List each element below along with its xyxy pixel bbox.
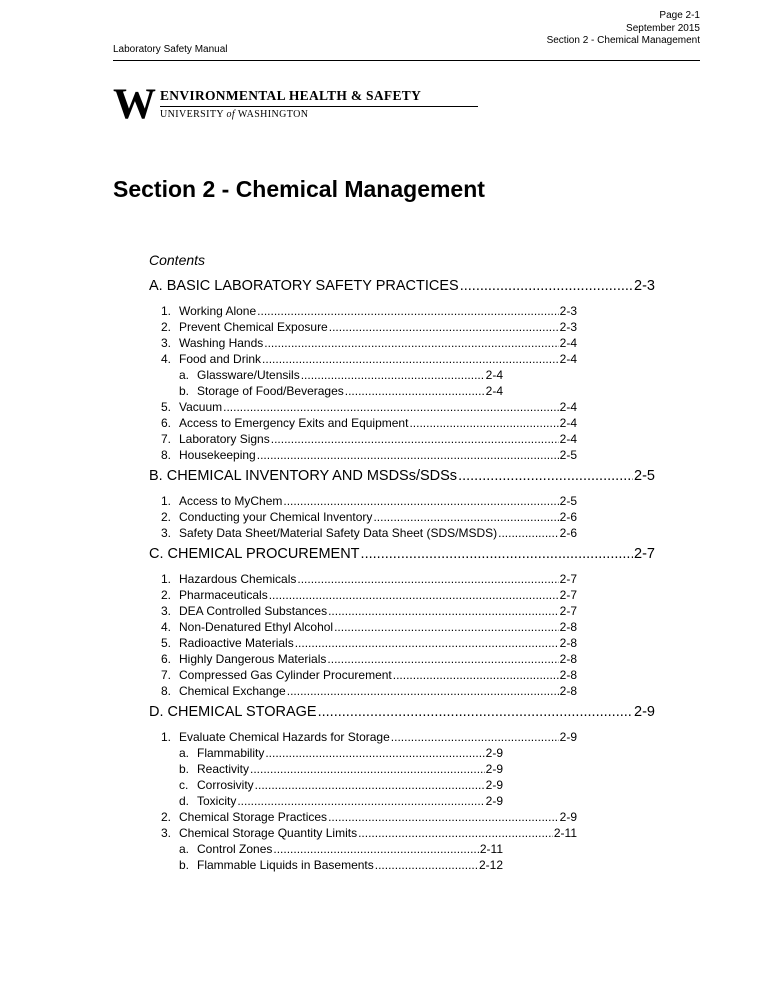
- toc-entry-label: Glassware/Utensils: [197, 368, 300, 382]
- toc-leader-dots: [460, 278, 633, 294]
- toc-leader-dots: [393, 668, 559, 682]
- toc-entry-label: Chemical Exchange: [179, 684, 286, 698]
- toc-leader-dots: [301, 368, 485, 382]
- toc-entry-label: Reactivity: [197, 762, 250, 776]
- toc-entry[interactable]: [149, 794, 503, 810]
- toc-entry-number: b.: [179, 762, 190, 776]
- toc-leader-dots: [334, 620, 559, 634]
- toc-entry-label: Access to MyChem: [179, 494, 283, 508]
- toc-entry[interactable]: [149, 762, 503, 778]
- logo-department: ENVIRONMENTAL HEALTH & SAFETY: [160, 88, 422, 103]
- toc-section-page: 2-3: [634, 278, 655, 294]
- toc-leader-dots: [257, 448, 559, 462]
- toc-entry[interactable]: [149, 320, 577, 336]
- toc-entry-label: Food and Drink: [179, 352, 262, 366]
- toc-entry-list: [149, 730, 655, 874]
- toc-entry[interactable]: [149, 746, 503, 762]
- header-rule: [113, 60, 700, 61]
- toc-entry[interactable]: [149, 620, 577, 636]
- toc-entry-page: 2-7: [559, 572, 577, 586]
- header-manual-title: Laboratory Safety Manual: [113, 44, 228, 55]
- toc-entry-page: 2-4: [485, 384, 503, 398]
- toc-entry[interactable]: [149, 352, 577, 368]
- toc-entry[interactable]: [149, 384, 503, 400]
- toc-leader-dots: [283, 494, 558, 508]
- toc-entry-label: Highly Dangerous Materials: [179, 652, 327, 666]
- toc-leader-dots: [271, 432, 559, 446]
- toc-entry[interactable]: [149, 636, 577, 652]
- toc-entry-page: 2-7: [559, 604, 577, 618]
- toc-leader-dots: [498, 526, 559, 540]
- toc-entry-page: 2-3: [559, 304, 577, 318]
- toc-entry[interactable]: [149, 432, 577, 448]
- toc-leader-dots: [264, 336, 558, 350]
- toc-entry[interactable]: [149, 730, 577, 746]
- toc-entry[interactable]: [149, 494, 577, 510]
- toc-entry-number: 8.: [161, 448, 172, 462]
- toc-entry-label: Pharmaceuticals: [179, 588, 268, 602]
- toc-entry-page: 2-4: [559, 352, 577, 366]
- toc-entry-number: 6.: [161, 652, 172, 666]
- toc-entry-number: 8.: [161, 684, 172, 698]
- toc-entry-list: [149, 494, 655, 542]
- toc-entry-number: 7.: [161, 432, 172, 446]
- logo-university-b: WASHINGTON: [237, 109, 309, 120]
- toc-entry-number: 5.: [161, 636, 172, 650]
- toc-entry-number: 2.: [161, 510, 172, 524]
- toc-entry-number: 4.: [161, 620, 172, 634]
- toc-leader-dots: [262, 352, 559, 366]
- toc-leader-dots: [273, 842, 478, 856]
- toc-leader-dots: [328, 810, 559, 824]
- toc-section-label: B. CHEMICAL INVENTORY AND MSDSs/SDSs: [149, 468, 458, 484]
- toc-entry[interactable]: [149, 842, 503, 858]
- toc-entry-number: 2.: [161, 810, 172, 824]
- toc-entry-page: 2-12: [478, 858, 503, 872]
- header-page-number: Page 2-1: [659, 10, 700, 21]
- toc-section[interactable]: [149, 704, 655, 726]
- toc-entry-label: Chemical Storage Practices: [179, 810, 328, 824]
- toc-entry-label: Hazardous Chemicals: [179, 572, 297, 586]
- toc-leader-dots: [297, 572, 558, 586]
- toc-entry-page: 2-5: [559, 448, 577, 462]
- toc-entry-label: Compressed Gas Cylinder Procurement: [179, 668, 392, 682]
- toc-entry-label: Vacuum: [179, 400, 223, 414]
- toc-entry[interactable]: [149, 604, 577, 620]
- logo-divider: [160, 106, 478, 107]
- toc-leader-dots: [375, 858, 478, 872]
- header-date: September 2015: [626, 22, 700, 34]
- logo-university-of: of: [226, 109, 236, 120]
- toc-entry-page: 2-8: [559, 636, 577, 650]
- toc-entry[interactable]: [149, 304, 577, 320]
- toc-entry[interactable]: [149, 810, 577, 826]
- toc-entry-label: Control Zones: [197, 842, 273, 856]
- page-title: Section 2 - Chemical Management: [113, 176, 485, 202]
- toc-entry-label: Laboratory Signs: [179, 432, 270, 446]
- toc-entry-label: DEA Controlled Substances: [179, 604, 328, 618]
- toc-section-label: C. CHEMICAL PROCUREMENT: [149, 546, 360, 562]
- toc-entry-label: Washing Hands: [179, 336, 264, 350]
- toc-entry-number: a.: [179, 842, 190, 856]
- toc-section[interactable]: [149, 278, 655, 300]
- toc-leader-dots: [458, 468, 633, 484]
- logo-university-a: UNIVERSITY: [160, 109, 224, 120]
- toc-entry-number: 3.: [161, 526, 172, 540]
- toc-section[interactable]: [149, 546, 655, 568]
- toc-leader-dots: [409, 416, 558, 430]
- toc-entry-page: 2-9: [485, 746, 503, 760]
- table-of-contents: [149, 274, 655, 878]
- logo-university: [160, 109, 308, 120]
- toc-entry-page: 2-4: [559, 416, 577, 430]
- toc-entry-label: Storage of Food/Beverages: [197, 384, 344, 398]
- toc-leader-dots: [269, 588, 559, 602]
- toc-entry[interactable]: [149, 668, 577, 684]
- toc-entry-label: Non-Denatured Ethyl Alcohol: [179, 620, 334, 634]
- toc-entry-number: d.: [179, 794, 190, 808]
- toc-entry-number: a.: [179, 368, 190, 382]
- toc-leader-dots: [391, 730, 559, 744]
- header-page-info: [547, 10, 700, 48]
- toc-entry-label: Safety Data Sheet/Material Safety Data Sheet (SDS/MSDS): [179, 526, 498, 540]
- toc-entry[interactable]: [149, 368, 503, 384]
- toc-entry-label: Corrosivity: [197, 778, 254, 792]
- toc-entry-page: 2-6: [559, 526, 577, 540]
- toc-entry-number: 3.: [161, 604, 172, 618]
- toc-entry-page: 2-3: [559, 320, 577, 334]
- toc-entry-page: 2-8: [559, 668, 577, 682]
- toc-entry-label: Conducting your Chemical Inventory: [179, 510, 373, 524]
- toc-entry-label: Access to Emergency Exits and Equipment: [179, 416, 409, 430]
- toc-entry-number: b.: [179, 384, 190, 398]
- toc-entry-number: 1.: [161, 730, 172, 744]
- toc-entry-page: 2-6: [559, 510, 577, 524]
- toc-entry-page: 2-9: [559, 730, 577, 744]
- toc-entry-number: 6.: [161, 416, 172, 430]
- toc-entry[interactable]: [149, 336, 577, 352]
- toc-leader-dots: [361, 546, 633, 562]
- toc-entry-number: 5.: [161, 400, 172, 414]
- toc-entry-page: 2-8: [559, 684, 577, 698]
- toc-entry[interactable]: [149, 652, 577, 668]
- toc-section-page: 2-5: [634, 468, 655, 484]
- header-section: Section 2 - Chemical Management: [546, 35, 700, 46]
- toc-leader-dots: [257, 304, 559, 318]
- toc-leader-dots: [295, 636, 559, 650]
- toc-section-page: 2-7: [634, 546, 655, 562]
- toc-leader-dots: [223, 400, 559, 414]
- toc-leader-dots: [358, 826, 553, 840]
- contents-label: Contents: [149, 252, 206, 268]
- uw-w-mark: W: [113, 81, 154, 128]
- toc-entry-number: a.: [179, 746, 190, 760]
- toc-entry-number: 2.: [161, 588, 172, 602]
- toc-entry-label: Toxicity: [197, 794, 237, 808]
- toc-entry[interactable]: [149, 826, 577, 842]
- toc-leader-dots: [237, 794, 484, 808]
- toc-entry-label: Chemical Storage Quantity Limits: [179, 826, 358, 840]
- toc-entry-page: 2-4: [559, 336, 577, 350]
- toc-entry-number: 1.: [161, 572, 172, 586]
- toc-entry-page: 2-8: [559, 652, 577, 666]
- toc-entry-page: 2-11: [553, 826, 577, 840]
- toc-entry-page: 2-8: [559, 620, 577, 634]
- toc-leader-dots: [250, 762, 485, 776]
- toc-entry[interactable]: [149, 526, 577, 542]
- toc-entry-number: 3.: [161, 336, 172, 350]
- toc-entry-page: 2-4: [485, 368, 503, 382]
- toc-section-label: A. BASIC LABORATORY SAFETY PRACTICES: [149, 278, 459, 294]
- toc-entry-number: 7.: [161, 668, 172, 682]
- toc-entry-number: 3.: [161, 826, 172, 840]
- toc-entry-label: Radioactive Materials: [179, 636, 294, 650]
- toc-entry[interactable]: [149, 572, 577, 588]
- toc-entry-list: [149, 304, 655, 464]
- toc-entry-page: 2-4: [559, 432, 577, 446]
- toc-entry[interactable]: [149, 416, 577, 432]
- toc-entry[interactable]: [149, 684, 577, 700]
- toc-entry-page: 2-9: [485, 794, 503, 808]
- toc-entry-number: 1.: [161, 304, 172, 318]
- toc-entry-label: Evaluate Chemical Hazards for Storage: [179, 730, 390, 744]
- toc-leader-dots: [287, 684, 559, 698]
- toc-section-page: 2-9: [634, 704, 655, 720]
- toc-entry-label: Prevent Chemical Exposure: [179, 320, 328, 334]
- toc-entry-page: 2-11: [479, 842, 503, 856]
- toc-section-label: D. CHEMICAL STORAGE: [149, 704, 317, 720]
- toc-entry[interactable]: [149, 778, 503, 794]
- toc-entry-number: 4.: [161, 352, 172, 366]
- toc-entry-page: 2-4: [559, 400, 577, 414]
- toc-entry-number: c.: [179, 778, 189, 792]
- toc-entry[interactable]: [149, 510, 577, 526]
- toc-entry[interactable]: [149, 588, 577, 604]
- toc-entry-page: 2-9: [485, 778, 503, 792]
- toc-entry-page: 2-9: [559, 810, 577, 824]
- toc-leader-dots: [255, 778, 485, 792]
- toc-entry-label: Flammable Liquids in Basements: [197, 858, 374, 872]
- toc-entry-number: 1.: [161, 494, 172, 508]
- toc-leader-dots: [345, 384, 485, 398]
- toc-leader-dots: [265, 746, 484, 760]
- toc-entry-label: Flammability: [197, 746, 265, 760]
- toc-section[interactable]: [149, 468, 655, 490]
- toc-entry[interactable]: [149, 448, 577, 464]
- toc-entry-label: Working Alone: [179, 304, 257, 318]
- toc-leader-dots: [373, 510, 558, 524]
- toc-leader-dots: [328, 604, 559, 618]
- toc-leader-dots: [318, 704, 633, 720]
- toc-leader-dots: [327, 652, 558, 666]
- toc-entry-list: [149, 572, 655, 700]
- toc-entry-page: 2-7: [559, 588, 577, 602]
- toc-leader-dots: [329, 320, 559, 334]
- toc-entry-number: 2.: [161, 320, 172, 334]
- toc-entry[interactable]: [149, 858, 503, 874]
- toc-entry-page: 2-5: [559, 494, 577, 508]
- toc-entry-number: b.: [179, 858, 190, 872]
- toc-entry[interactable]: [149, 400, 577, 416]
- toc-entry-page: 2-9: [485, 762, 503, 776]
- toc-entry-label: Housekeeping: [179, 448, 256, 462]
